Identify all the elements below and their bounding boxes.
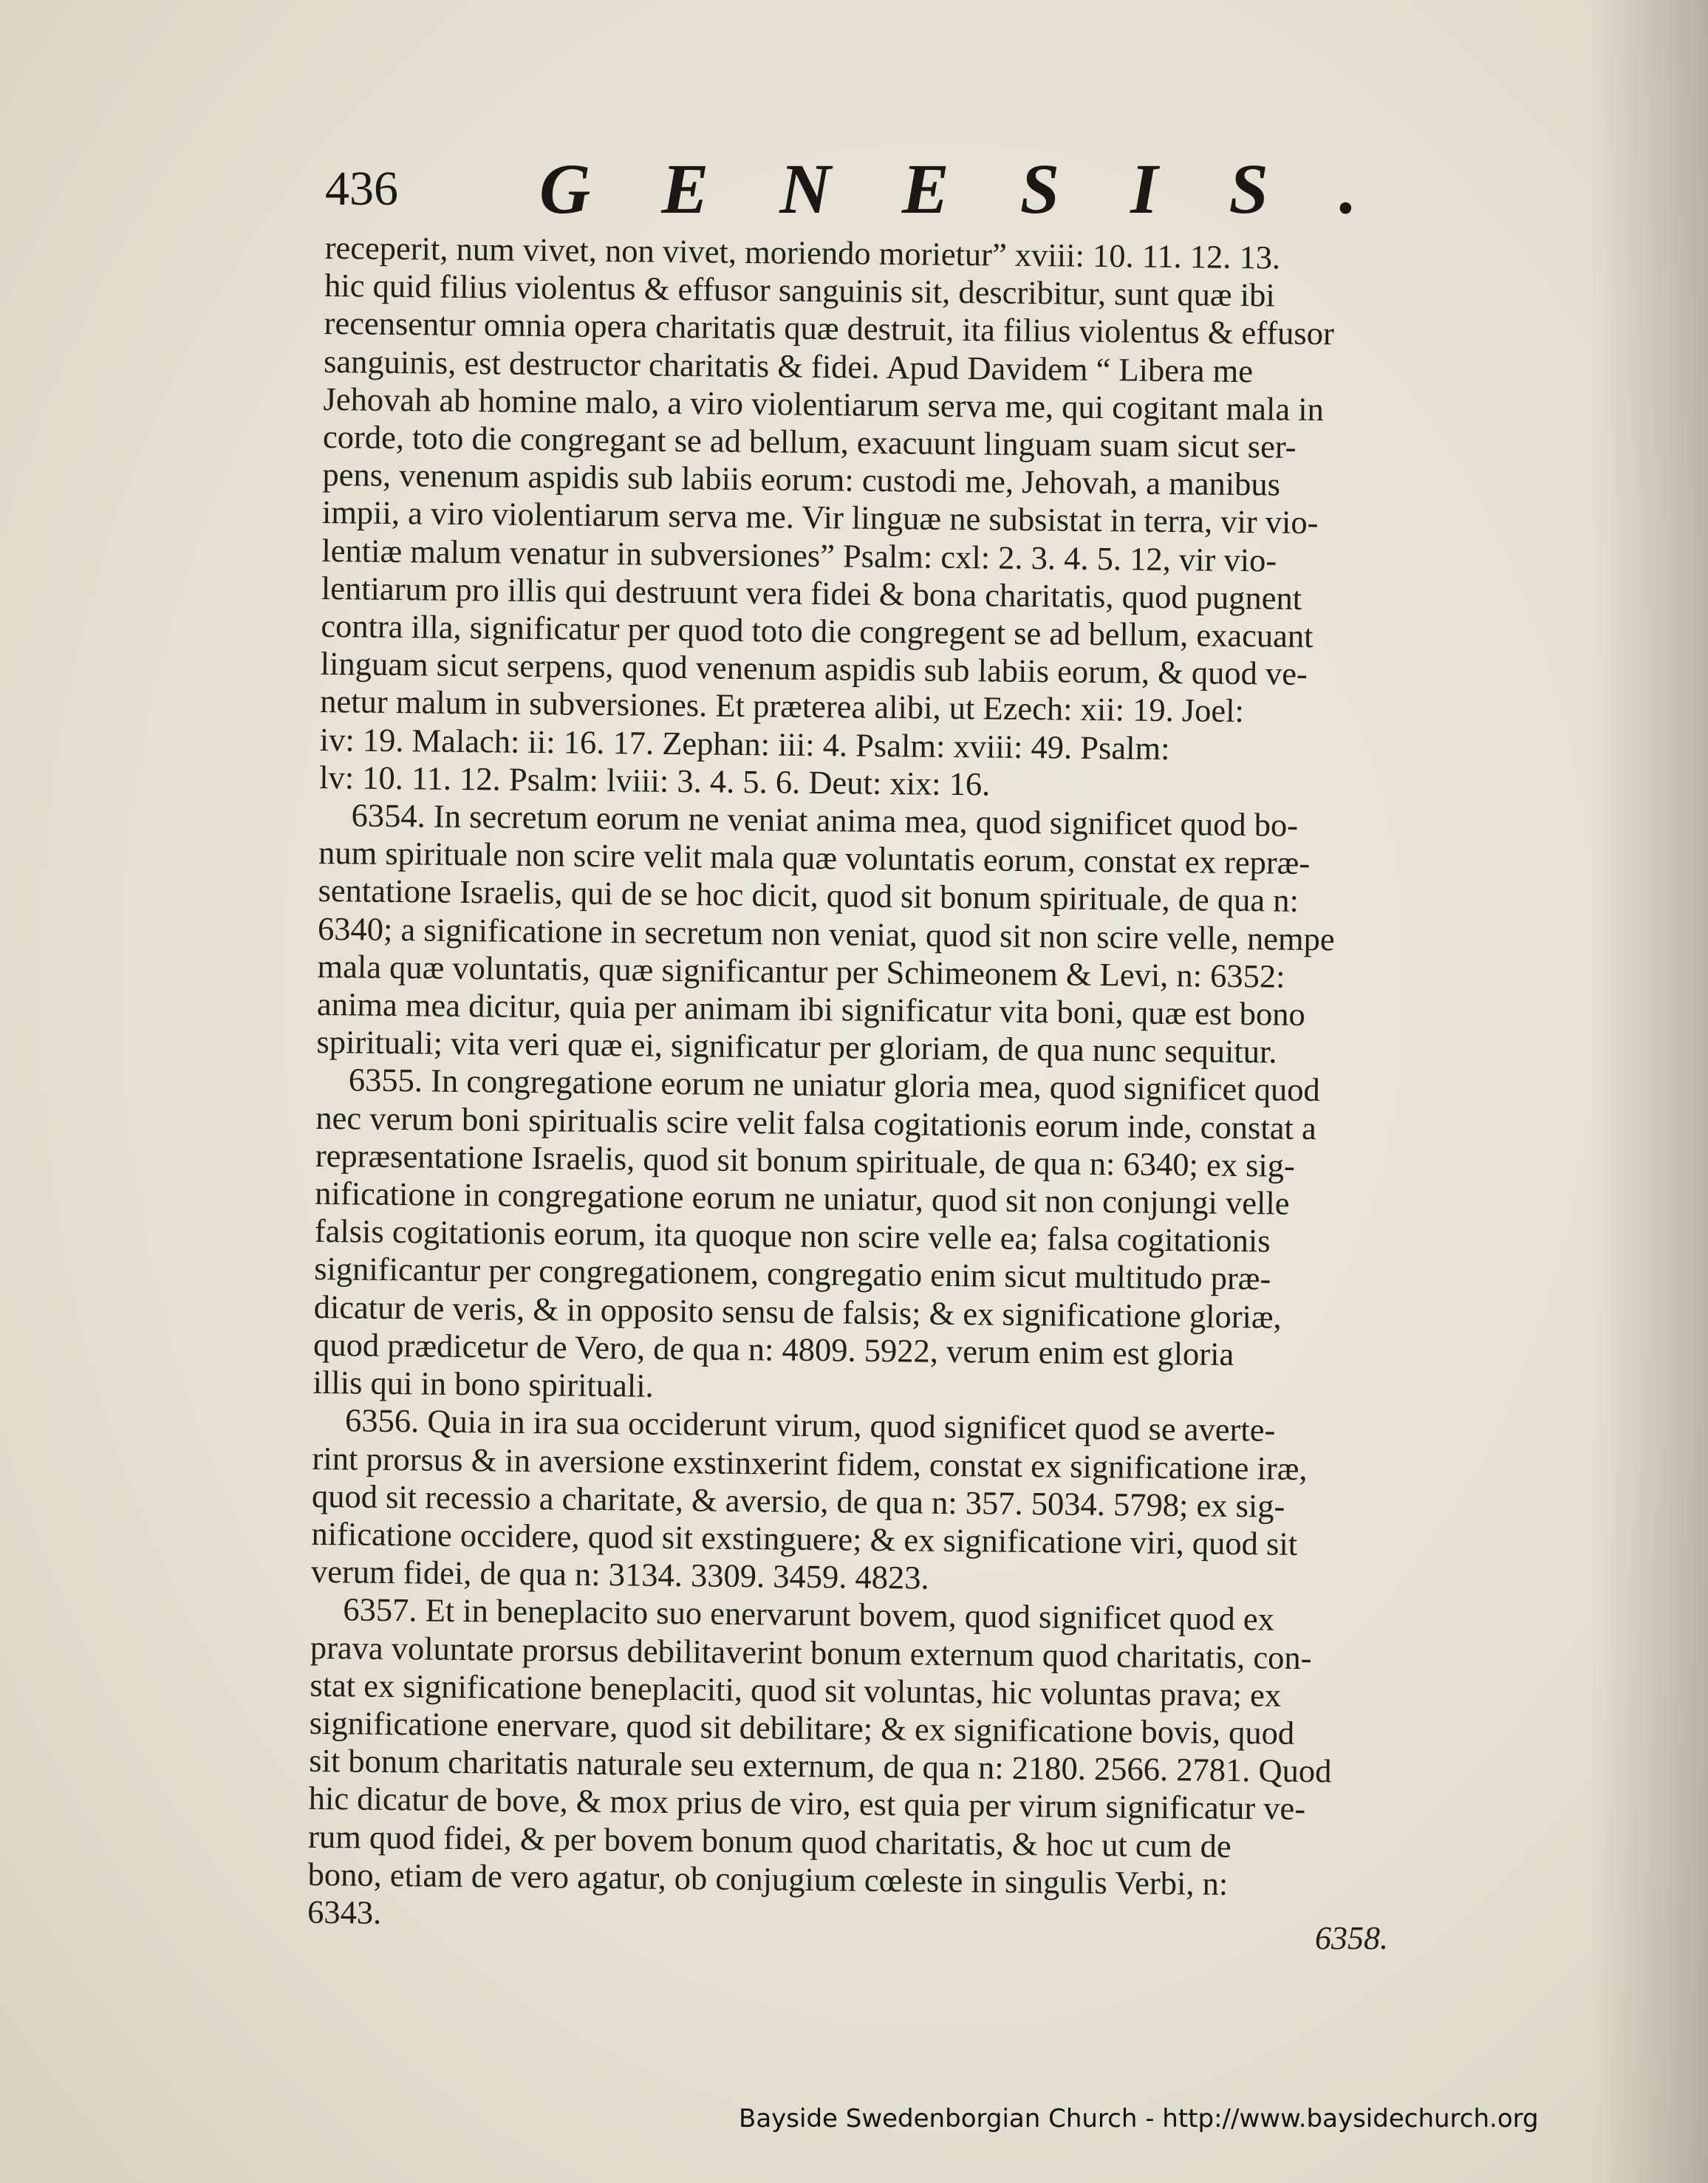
text-line: lentiarum pro illis qui destruunt vera fidei & bona charitatis, quod pugnent xyxy=(321,569,1302,617)
text-line: recensentur omnia opera charitatis quæ destruit, ita filius violentus & effusor xyxy=(324,304,1335,352)
text-line: hic quid filius violentus & effusor sanguinis sit, describitur, sunt quæ ibi xyxy=(324,267,1275,314)
running-title: GENESIS. xyxy=(539,149,1428,228)
text-line: impii, a viro violentiarum serva me. Vir linguæ ne subsistat in terra, vir vio- xyxy=(321,493,1319,542)
text-line: nec verum boni spiritualis scire velit falsa cogitationis eorum inde, constat a xyxy=(315,1099,1316,1147)
text-line: quod prædicetur de Vero, de qua n: 4809. 5922, verum enim est gloria xyxy=(312,1325,1234,1373)
text-line: lv: 10. 11. 12. Psalm: lviii: 3. 4. 5. 6. Deut: xix: 16. xyxy=(318,758,991,803)
text-line: falsis cogitationis eorum, ita quoque non scire velle ea; falsa cogitationis xyxy=(314,1212,1271,1260)
page-number: 436 xyxy=(325,162,398,216)
text-line: illis qui in bono spirituali. xyxy=(312,1364,654,1404)
text-line: 6354. In secretum eorum ne veniat anima mea, quod significet quod bo- xyxy=(351,796,1299,844)
paragraph-continued xyxy=(319,229,1418,808)
text-line: num spirituale non scire velit mala quæ voluntatis eorum, constat ex repræ- xyxy=(318,834,1311,882)
text-line: sanguinis, est destructor charitatis & fidei. Apud Davidem “ Libera me xyxy=(323,342,1254,389)
text-line: significatione enervare, quod sit debilitare; & ex significatione bovis, quod xyxy=(309,1704,1295,1752)
text-line: nificatione occidere, quod sit exstinguere; & ex significatione viri, quod sit xyxy=(311,1514,1298,1562)
text-line: linguam sicut serpens, quod venenum aspidis sub labiis eorum, & quod ve- xyxy=(320,645,1308,693)
page-header xyxy=(325,148,1428,244)
paragraph-6354 xyxy=(316,796,1412,1073)
body-text xyxy=(307,229,1418,1943)
text-line: pens, venenum aspidis sub labiis eorum: custodi me, Jehovah, a manibus xyxy=(322,456,1281,503)
text-line: contra illa, significatur per quod toto die congregent se ad bellum, exacuant xyxy=(321,607,1314,655)
text-line: iv: 19. Malach: ii: 16. 17. Zephan: iii: 4. Psalm: xviii: 49. Psalm: xyxy=(319,720,1170,767)
text-line: corde, toto die congregant se ad bellum, exacuunt linguam suam sicut ser- xyxy=(322,418,1297,465)
text-line: 6356. Quia in ira sua occiderunt virum, quod significet quod se averte- xyxy=(344,1401,1276,1449)
text-line: rint prorsus & in aversione exstinxerint fidem, constat ex significatione iræ, xyxy=(312,1439,1308,1487)
text-line: sit bonum charitatis naturale seu externum, de qua n: 2180. 2566. 2781. Quod xyxy=(309,1742,1332,1790)
text-line: rum quod fidei, & per bovem bonum quod charitatis, & hoc ut cum de xyxy=(307,1817,1232,1865)
paragraph-6356 xyxy=(311,1401,1407,1602)
text-line: significantur per congregationem, congregatio enim sicut multitudo præ- xyxy=(313,1250,1271,1297)
text-line: prava voluntate prorsus debilitaverint bonum externum quod charitatis, con- xyxy=(310,1628,1312,1676)
text-line: sentatione Israelis, qui de se hoc dicit, quod sit bonum spirituale, de qua n: xyxy=(318,872,1299,920)
spine-shadow xyxy=(1588,0,1708,2183)
text-line: Jehovah ab homine malo, a viro violentiarum serva me, qui cogitant mala in xyxy=(323,380,1325,428)
text-line: receperit, num vivet, non vivet, moriendo morietur” xviii: 10. 11. 12. 13. xyxy=(324,229,1281,276)
text-line: nificatione in congregatione eorum ne uniatur, quod sit non conjungi velle xyxy=(315,1175,1290,1222)
footer-credit: Bayside Swedenborgian Church - http://www.baysidechurch.org xyxy=(739,2104,1539,2134)
text-line: 6357. Et in beneplacito suo enervarunt bovem, quod significet quod ex xyxy=(343,1591,1275,1638)
text-line: bono, etiam de vero agatur, ob conjugium cœleste in singulis Verbi, n: xyxy=(307,1855,1229,1902)
text-line: hic dicatur de bove, & mox prius de viro, est quia per virum significatur ve- xyxy=(308,1780,1306,1828)
catchword: 6358. xyxy=(1315,1920,1388,1956)
text-line: dicatur de veris, & in opposito sensu de falsis; & ex significatione gloriæ, xyxy=(313,1288,1282,1336)
text-line: 6340; a significatione in secretum non veniat, quod sit non scire velle, nempe xyxy=(317,909,1335,958)
text-line: netur malum in subversiones. Et præterea alibi, ut Ezech: xii: 19. Joel: xyxy=(320,683,1245,730)
text-line: mala quæ voluntatis, quæ significantur per Schimeonem & Levi, n: 6352: xyxy=(317,947,1285,995)
text-line: lentiæ malum venatur in subversiones” Psalm: cxl: 2. 3. 4. 5. 12, vir vio- xyxy=(321,531,1277,579)
paragraph-6355 xyxy=(312,1061,1410,1412)
paragraph-6357 xyxy=(307,1591,1404,1942)
text-line: spirituali; vita veri quæ ei, significatur per gloriam, de qua nunc sequitur. xyxy=(316,1023,1277,1070)
text-line: verum fidei, de qua n: 3134. 3309. 3459. 4823. xyxy=(310,1553,929,1596)
text-line: anima mea dicitur, quia per animam ibi significatur vita boni, quæ est bono xyxy=(316,985,1306,1034)
text-line: 6343. xyxy=(307,1893,382,1931)
text-line: repræsentatione Israelis, quod sit bonum spirituale, de qua n: 6340; ex sig- xyxy=(315,1136,1296,1184)
text-line: stat ex significatione beneplaciti, quod sit voluntas, hic voluntas prava; ex xyxy=(310,1666,1282,1714)
text-line: quod sit recessio a charitate, & aversio, de qua n: 357. 5034. 5798; ex sig- xyxy=(311,1477,1285,1525)
text-line: 6355. In congregatione eorum ne uniatur gloria mea, quod significet quod xyxy=(348,1061,1320,1109)
